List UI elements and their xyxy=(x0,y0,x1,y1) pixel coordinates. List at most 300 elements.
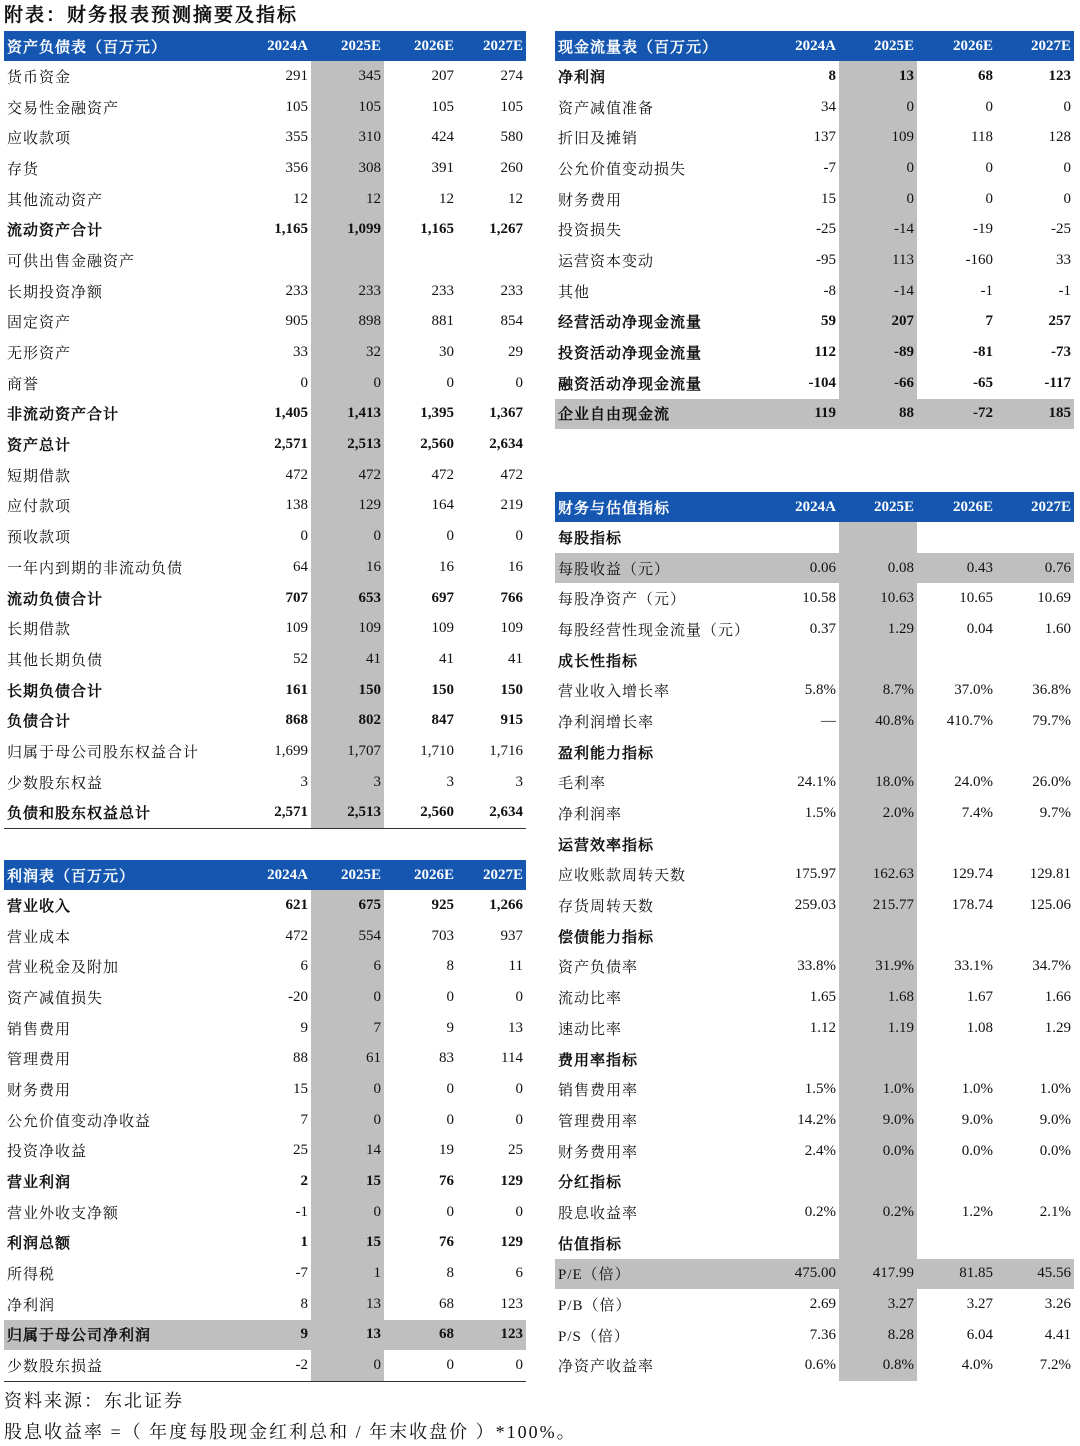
cell-value: 703 xyxy=(431,927,454,944)
cell-value: 7.4% xyxy=(961,805,993,822)
table-title: 资产负债表（百万元） xyxy=(4,31,238,61)
cell-value: 9.0% xyxy=(961,1111,993,1128)
cell-value: 26.0% xyxy=(1032,774,1071,791)
cell-value: 119 xyxy=(761,399,839,430)
cell-value: -95 xyxy=(816,251,836,268)
cell-value: 1.5% xyxy=(804,805,836,822)
cell-value: 7 xyxy=(311,1013,384,1044)
row-label: 分红指标 xyxy=(558,1175,623,1192)
cell-value: 33.8% xyxy=(797,958,836,975)
cell-value: 59 xyxy=(821,313,836,330)
cash-flow-table xyxy=(555,31,1074,429)
cell-value: 19 xyxy=(439,1142,454,1159)
table-row xyxy=(4,1166,526,1197)
cell-value: 0 xyxy=(515,528,523,545)
cell-value xyxy=(839,829,917,860)
row-label: 成长性指标 xyxy=(558,653,639,670)
table-row xyxy=(4,1258,526,1289)
table-row xyxy=(4,1197,526,1228)
cell-value: 16 xyxy=(311,552,384,583)
table-row xyxy=(4,675,526,706)
row-label: 应收账款周转天数 xyxy=(558,868,687,885)
cell-value: 34 xyxy=(821,98,836,115)
cell-value: 185 xyxy=(996,399,1074,430)
table-header-row xyxy=(4,31,526,61)
cell-value: 410.7% xyxy=(946,712,993,729)
cell-value xyxy=(761,522,839,553)
cell-value: 178.74 xyxy=(951,897,993,914)
cell-value: 0 xyxy=(515,1111,523,1128)
cell-value: 697 xyxy=(431,589,454,606)
year-header: 2026E xyxy=(384,860,457,890)
cell-value: -160 xyxy=(965,251,993,268)
cell-value: -7 xyxy=(823,159,836,176)
cell-value: 472 xyxy=(285,927,308,944)
table-row xyxy=(4,613,526,644)
cell-value: 1 xyxy=(300,1234,308,1251)
table-row xyxy=(4,644,526,675)
cell-value: 707 xyxy=(285,589,308,606)
table-row xyxy=(4,307,526,338)
cell-value: — xyxy=(821,712,836,729)
cell-value: 0 xyxy=(839,92,917,123)
cell-value: 9.7% xyxy=(1039,805,1071,822)
cell-value: 1.0% xyxy=(1039,1081,1071,1098)
cell-value: 1,405 xyxy=(274,405,308,422)
cell-value: 1,707 xyxy=(311,736,384,767)
cell-value: 8.28 xyxy=(839,1320,917,1351)
row-label: 投资活动净现金流量 xyxy=(558,346,703,363)
table-row xyxy=(555,553,1074,584)
cell-value: 0 xyxy=(1063,159,1071,176)
cell-value: 15 xyxy=(821,190,836,207)
cell-value: 2,571 xyxy=(238,798,311,829)
cell-value: 0.06 xyxy=(761,553,839,584)
cell-value: -1 xyxy=(1058,282,1071,299)
cell-value xyxy=(839,1228,917,1259)
table-row xyxy=(555,337,1074,368)
cell-value: 2,560 xyxy=(420,436,454,453)
table-row xyxy=(555,1259,1074,1290)
cell-value: 36.8% xyxy=(1032,682,1071,699)
table-row xyxy=(555,982,1074,1013)
cell-value: 0 xyxy=(515,1203,523,1220)
cell-value: 0 xyxy=(515,1080,523,1097)
cell-value: 4.41 xyxy=(1044,1326,1071,1343)
cell-value xyxy=(839,921,917,952)
year-header: 2027E xyxy=(996,492,1074,522)
row-label: 长期投资净额 xyxy=(7,284,104,301)
cell-value: 9.0% xyxy=(839,1105,917,1136)
cell-value: 30 xyxy=(439,344,454,361)
row-label: 速动比率 xyxy=(558,1021,623,1038)
cell-value: 233 xyxy=(285,282,308,299)
cell-value: 14.2% xyxy=(797,1111,836,1128)
cell-value: 81.85 xyxy=(917,1259,996,1290)
cell-value: 0.2% xyxy=(839,1197,917,1228)
cell-value: 2.0% xyxy=(839,798,917,829)
row-label: 资产减值损失 xyxy=(7,990,104,1007)
cell-value: 1.60 xyxy=(1044,620,1071,637)
row-label: 财务费用 xyxy=(558,192,623,209)
cell-value: 1,716 xyxy=(489,742,523,759)
cell-value: 9 xyxy=(238,1320,311,1351)
year-header: 2025E xyxy=(839,492,917,522)
cell-value xyxy=(761,1044,839,1075)
table-row xyxy=(4,552,526,583)
cell-value: 0 xyxy=(311,368,384,399)
cell-value xyxy=(917,921,996,952)
table-row xyxy=(555,798,1074,829)
cell-value: 8 xyxy=(446,1265,454,1282)
cell-value: 2,571 xyxy=(274,436,308,453)
cell-value: 1.29 xyxy=(1044,1019,1071,1036)
cell-value: 0 xyxy=(446,1111,454,1128)
row-label: 公允价值变动净收益 xyxy=(7,1113,152,1130)
cell-value: 2.4% xyxy=(804,1142,836,1159)
row-label: 所得税 xyxy=(7,1267,56,1284)
row-label: 销售费用 xyxy=(7,1021,72,1038)
cell-value: 105 xyxy=(431,98,454,115)
table-row xyxy=(555,768,1074,799)
cell-value: 0.0% xyxy=(839,1136,917,1167)
cell-value: 291 xyxy=(285,67,308,84)
cell-value: 1.65 xyxy=(809,989,836,1006)
cell-value: 105 xyxy=(311,92,384,123)
cell-value: 653 xyxy=(311,583,384,614)
cell-value: 219 xyxy=(500,497,523,514)
section-header-row xyxy=(555,1044,1074,1075)
cell-value xyxy=(384,245,457,276)
cell-value: -1 xyxy=(980,282,993,299)
cell-value: 8 xyxy=(446,958,454,975)
row-label: 净利润 xyxy=(7,1297,56,1314)
cell-value: -81 xyxy=(973,344,993,361)
cell-value: 3 xyxy=(300,773,308,790)
row-label: P/B（倍） xyxy=(558,1298,632,1315)
cell-value: 915 xyxy=(500,712,523,729)
table-row xyxy=(555,706,1074,737)
cell-value: 0 xyxy=(985,159,993,176)
year-header: 2026E xyxy=(384,31,457,61)
cell-value: 3.27 xyxy=(839,1289,917,1320)
cell-value: 52 xyxy=(293,650,308,667)
cell-value: 12 xyxy=(439,190,454,207)
table-row xyxy=(4,1043,526,1074)
year-header: 2027E xyxy=(457,860,526,890)
table-row xyxy=(555,860,1074,891)
cell-value: 472 xyxy=(431,466,454,483)
cell-value: 4.0% xyxy=(961,1357,993,1374)
row-label: 长期负债合计 xyxy=(7,683,104,700)
cell-value: -2 xyxy=(238,1350,311,1381)
cell-value: 0 xyxy=(839,153,917,184)
cell-value: 207 xyxy=(431,67,454,84)
cell-value: 175.97 xyxy=(794,866,836,883)
cell-value xyxy=(238,245,311,276)
year-header: 2024A xyxy=(761,492,839,522)
cell-value: -8 xyxy=(823,282,836,299)
cell-value: 1,165 xyxy=(274,221,308,238)
cell-value: 33 xyxy=(1056,251,1071,268)
row-label: 短期借款 xyxy=(7,468,72,485)
cell-value: 233 xyxy=(431,282,454,299)
cell-value: 14 xyxy=(311,1136,384,1167)
cell-value: 88 xyxy=(293,1050,308,1067)
table-row xyxy=(4,798,526,829)
row-label: 经营活动净现金流量 xyxy=(558,315,703,332)
cell-value: 7 xyxy=(985,313,993,330)
cell-value: 3 xyxy=(515,773,523,790)
cell-value: 1,395 xyxy=(420,405,454,422)
year-header: 2025E xyxy=(839,31,917,61)
page-title: 附表：财务报表预测摘要及指标 xyxy=(4,5,299,26)
cell-value: 40.8% xyxy=(839,706,917,737)
ratios-table xyxy=(555,492,1074,1381)
row-label: 营业成本 xyxy=(7,929,72,946)
cell-value: 0.0% xyxy=(961,1142,993,1159)
cell-value: 2.69 xyxy=(809,1296,836,1313)
cell-value: 150 xyxy=(431,681,454,698)
cell-value: -7 xyxy=(295,1265,308,1282)
cell-value xyxy=(996,921,1074,952)
cell-value: 10.63 xyxy=(839,583,917,614)
cell-value: 472 xyxy=(311,460,384,491)
cell-value: 0 xyxy=(446,374,454,391)
row-label: 流动资产合计 xyxy=(7,223,104,240)
cell-value: 3.27 xyxy=(966,1296,993,1313)
cell-value: 356 xyxy=(285,159,308,176)
cell-value: 34.7% xyxy=(1032,958,1071,975)
row-label: 净利润 xyxy=(558,69,607,86)
cell-value: 9.0% xyxy=(1039,1111,1071,1128)
table-row xyxy=(555,1197,1074,1228)
row-label: 每股收益（元） xyxy=(555,553,761,584)
cell-value: 109 xyxy=(311,613,384,644)
cell-value: 10.65 xyxy=(959,590,993,607)
cell-value xyxy=(996,1166,1074,1197)
table-row xyxy=(555,307,1074,338)
cell-value: 123 xyxy=(500,1295,523,1312)
cell-value: 8 xyxy=(828,67,836,84)
cell-value: 109 xyxy=(839,122,917,153)
cell-value: 18.0% xyxy=(839,768,917,799)
cell-value: 905 xyxy=(285,313,308,330)
cell-value: 580 xyxy=(500,129,523,146)
cell-value: 25 xyxy=(508,1142,523,1159)
cell-value: 16 xyxy=(439,558,454,575)
table-row xyxy=(4,705,526,736)
cell-value: 2,634 xyxy=(457,798,526,829)
cell-value: -1 xyxy=(295,1203,308,1220)
row-label: 折旧及摊销 xyxy=(558,131,639,148)
cell-value: 15 xyxy=(311,1166,384,1197)
row-label: 商誉 xyxy=(7,376,40,393)
cell-value: 114 xyxy=(501,1050,523,1067)
table-row xyxy=(4,399,526,430)
cell-value: -25 xyxy=(1051,221,1071,238)
row-label: 利润总额 xyxy=(7,1236,72,1253)
cell-value: 164 xyxy=(431,497,454,514)
cell-value: 802 xyxy=(311,705,384,736)
table-row xyxy=(555,675,1074,706)
cell-value: 308 xyxy=(311,153,384,184)
table-row xyxy=(4,92,526,123)
cell-value: 0 xyxy=(457,1350,526,1381)
cell-value: 1,699 xyxy=(274,742,308,759)
row-label: 无形资产 xyxy=(7,346,72,363)
cell-value: 1.2% xyxy=(961,1203,993,1220)
cell-value: 0 xyxy=(311,982,384,1013)
row-label: 长期借款 xyxy=(7,622,72,639)
cell-value: 7.36 xyxy=(809,1326,836,1343)
cell-value: 7 xyxy=(300,1111,308,1128)
section-header-row xyxy=(555,829,1074,860)
row-label: 净资产收益率 xyxy=(558,1359,655,1376)
row-label: P/S（倍） xyxy=(558,1328,630,1345)
row-label: 公允价值变动损失 xyxy=(558,161,687,178)
cell-value: 0 xyxy=(446,1203,454,1220)
cell-value: 0 xyxy=(515,988,523,1005)
cell-value: 0 xyxy=(311,1350,384,1381)
cell-value: 0.08 xyxy=(839,553,917,584)
row-label: 流动负债合计 xyxy=(7,591,104,608)
cell-value: 13 xyxy=(508,1019,523,1036)
table-row xyxy=(555,184,1074,215)
cell-value: 10.58 xyxy=(802,590,836,607)
table-row xyxy=(4,337,526,368)
cell-value: 1 xyxy=(311,1258,384,1289)
section-header-row xyxy=(555,645,1074,676)
row-label: 资产总计 xyxy=(7,438,72,455)
cell-value: 2.1% xyxy=(1039,1203,1071,1220)
source-note: 资料来源：东北证券 xyxy=(4,1391,184,1411)
section-header-row xyxy=(555,1166,1074,1197)
row-label: 存货 xyxy=(7,161,40,178)
cell-value: 472 xyxy=(500,466,523,483)
cell-value xyxy=(761,737,839,768)
section-header-row xyxy=(555,522,1074,553)
table-row xyxy=(4,951,526,982)
table-row xyxy=(4,429,526,460)
cell-value: 0 xyxy=(1063,190,1071,207)
cell-value: 766 xyxy=(500,589,523,606)
row-label: 非流动资产合计 xyxy=(7,407,120,424)
cell-value: 881 xyxy=(431,313,454,330)
row-label: 管理费用 xyxy=(7,1052,72,1069)
cell-value: 1,267 xyxy=(489,221,523,238)
cell-value: 259.03 xyxy=(794,897,836,914)
formula-note: 股息收益率 =（ 年度每股现金红利总和 / 年末收盘价 ）*100%。 xyxy=(4,1422,577,1442)
cell-value xyxy=(457,245,526,276)
cell-value xyxy=(917,829,996,860)
cell-value: 13 xyxy=(311,1320,384,1351)
cell-value: 0 xyxy=(300,374,308,391)
cell-value: 128 xyxy=(1048,129,1071,146)
row-label: 营业收入增长率 xyxy=(558,684,671,701)
cell-value: 310 xyxy=(311,122,384,153)
cell-value: -19 xyxy=(973,221,993,238)
cell-value: 898 xyxy=(311,307,384,338)
cell-value xyxy=(839,737,917,768)
row-label: 偿债能力指标 xyxy=(558,929,655,946)
cell-value: -65 xyxy=(973,374,993,391)
cell-value: 123 xyxy=(457,1320,526,1351)
cell-value: 41 xyxy=(508,650,523,667)
cell-value: 7.2% xyxy=(1039,1357,1071,1374)
cell-value xyxy=(839,522,917,553)
row-label: 其他流动资产 xyxy=(7,192,104,209)
cell-value: 1,413 xyxy=(311,399,384,430)
table-row xyxy=(555,153,1074,184)
table-row xyxy=(4,1320,526,1351)
cell-value xyxy=(917,1044,996,1075)
cell-value: 0.43 xyxy=(917,553,996,584)
section-header-row xyxy=(555,1228,1074,1259)
year-header: 2026E xyxy=(917,31,996,61)
table-row xyxy=(555,1074,1074,1105)
cell-value: 847 xyxy=(431,712,454,729)
cell-value: 2 xyxy=(300,1173,308,1190)
cell-value: 88 xyxy=(839,399,917,430)
table-row xyxy=(555,1351,1074,1382)
table-row xyxy=(4,1136,526,1167)
cell-value: 0.0% xyxy=(1039,1142,1071,1159)
cell-value: 1.67 xyxy=(966,989,993,1006)
cell-value: 6 xyxy=(311,951,384,982)
cell-value: 1.66 xyxy=(1044,989,1071,1006)
cell-value: 129.74 xyxy=(951,866,993,883)
cell-value xyxy=(839,1044,917,1075)
cell-value: 138 xyxy=(285,497,308,514)
cell-value: 0 xyxy=(311,1197,384,1228)
table-row xyxy=(555,92,1074,123)
cell-value: 417.99 xyxy=(839,1259,917,1290)
cell-value: 12 xyxy=(508,190,523,207)
table-title: 现金流量表（百万元） xyxy=(555,31,761,61)
table-row xyxy=(555,276,1074,307)
cell-value: 0.8% xyxy=(839,1351,917,1382)
row-label: 每股净资产（元） xyxy=(558,592,687,609)
row-label: 预收款项 xyxy=(7,530,72,547)
row-label: 运营资本变动 xyxy=(558,253,655,270)
cell-value: 68 xyxy=(978,67,993,84)
cell-value: 1.12 xyxy=(809,1019,836,1036)
row-label: 每股指标 xyxy=(558,530,623,547)
cell-value xyxy=(761,1228,839,1259)
cell-value: 355 xyxy=(285,129,308,146)
row-label: 营业利润 xyxy=(7,1175,72,1192)
cell-value: -73 xyxy=(1051,344,1071,361)
cell-value: 9 xyxy=(300,1019,308,1036)
cell-value: 675 xyxy=(311,890,384,921)
table-row xyxy=(4,1074,526,1105)
cell-value: 345 xyxy=(311,61,384,92)
year-header: 2025E xyxy=(311,860,384,890)
cell-value: 0 xyxy=(311,1074,384,1105)
cell-value: 113 xyxy=(839,245,917,276)
table-row xyxy=(555,122,1074,153)
cell-value xyxy=(917,737,996,768)
cell-value: 150 xyxy=(500,681,523,698)
cell-value: 0 xyxy=(446,988,454,1005)
cell-value xyxy=(917,645,996,676)
cell-value: 24.1% xyxy=(797,774,836,791)
cell-value: 5.8% xyxy=(804,682,836,699)
cell-value: 162.63 xyxy=(839,860,917,891)
cell-value: 31.9% xyxy=(839,952,917,983)
cell-value: 2,513 xyxy=(311,429,384,460)
